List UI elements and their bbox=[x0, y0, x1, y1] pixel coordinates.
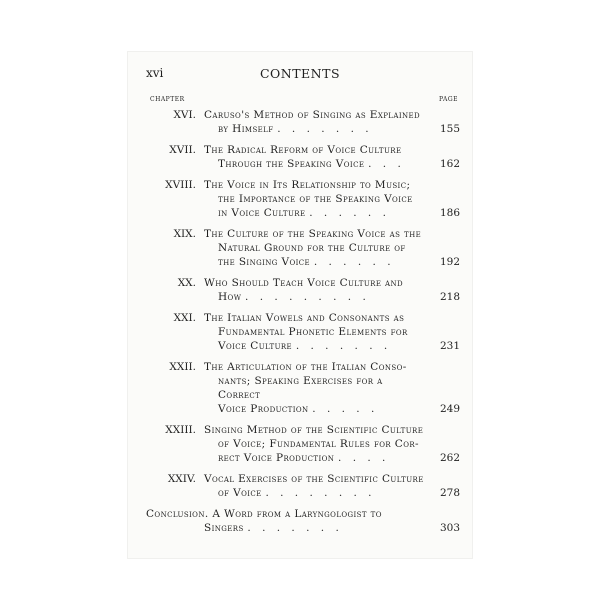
chapter-title-line: the Importance of the Speaking Voice bbox=[218, 193, 413, 205]
page-number: 162 bbox=[439, 158, 460, 170]
page-title: CONTENTS bbox=[259, 66, 341, 81]
toc-entry bbox=[146, 360, 460, 416]
chapter-title bbox=[146, 507, 426, 535]
chapter-title bbox=[204, 423, 426, 465]
chapter-title bbox=[204, 360, 426, 416]
page-number: 278 bbox=[439, 487, 460, 499]
chapter-title-line: The Italian Vowels and Consonants as bbox=[204, 312, 405, 324]
page-folio: xvi bbox=[146, 66, 164, 80]
chapter-number: XXIV. bbox=[167, 473, 196, 485]
chapter-number: XIX. bbox=[173, 228, 196, 240]
dot-leaders: . . . . bbox=[338, 452, 390, 464]
chapter-title-line: Singing Method of the Scientific Culture bbox=[204, 424, 424, 436]
chapter-number: XVII. bbox=[169, 144, 196, 156]
chapter-title bbox=[204, 108, 426, 136]
page-number: 231 bbox=[439, 340, 460, 352]
dot-leaders: . . . . . . . bbox=[277, 123, 373, 135]
chapter-title-line: Conclusion. A Word from a Laryngologist to bbox=[146, 508, 382, 520]
chapter-title-line: Singers . . . . . . . bbox=[204, 522, 343, 534]
toc-entry bbox=[146, 227, 460, 269]
chapter-title-line: Vocal Exercises of the Scientific Culture bbox=[204, 473, 424, 485]
chapter-title-line: How . . . . . . . . . bbox=[218, 291, 370, 303]
dot-leaders: . . . . . . bbox=[309, 207, 390, 219]
toc-entry bbox=[146, 311, 460, 353]
toc-entry bbox=[146, 423, 460, 465]
running-head bbox=[146, 66, 454, 84]
chapter-title-line: Caruso's Method of Singing as Explained bbox=[204, 109, 421, 121]
chapter-title bbox=[204, 472, 426, 500]
chapter-title-line: rect Voice Production . . . . bbox=[218, 452, 390, 464]
chapter-number: XVI. bbox=[173, 109, 196, 121]
chapter-title-line: in Voice Culture . . . . . . bbox=[218, 207, 390, 219]
chapter-title-line: The Voice in Its Relationship to Music; bbox=[204, 179, 411, 191]
page-number: 186 bbox=[439, 207, 460, 219]
page-number: 155 bbox=[439, 123, 460, 135]
chapter-title-line: Fundamental Phonetic Elements for bbox=[218, 326, 408, 338]
chapter-title-line: by Himself . . . . . . . bbox=[218, 123, 373, 135]
chapter-number: XXII. bbox=[169, 361, 196, 373]
chapter-number: XXIII. bbox=[165, 424, 196, 436]
chapter-title-line: The Articulation of the Italian Conso- bbox=[204, 361, 407, 373]
page-number: 218 bbox=[439, 291, 460, 303]
chapter-title-line: Through the Speaking Voice . . . bbox=[218, 158, 405, 170]
chapter-number: XX. bbox=[177, 277, 196, 289]
toc-entry bbox=[146, 108, 460, 136]
toc-entry bbox=[146, 276, 460, 304]
chapter-title-line: The Radical Reform of Voice Culture bbox=[204, 144, 402, 156]
chapter-number: XXI. bbox=[173, 312, 196, 324]
toc-conclusion-entry bbox=[146, 507, 460, 535]
chapter-number: XVIII. bbox=[165, 179, 196, 191]
chapter-title bbox=[204, 276, 426, 304]
chapter-title-line: Natural Ground for the Culture of bbox=[218, 242, 406, 254]
dot-leaders: . . . . . . bbox=[313, 256, 395, 268]
chapter-title-line: The Culture of the Speaking Voice as the bbox=[204, 228, 422, 240]
toc-entry bbox=[146, 143, 460, 171]
page-number: 192 bbox=[439, 256, 460, 268]
dot-leaders: . . . . . . . . bbox=[265, 487, 376, 499]
dot-leaders: . . . . . . . . . bbox=[245, 291, 370, 303]
dot-leaders: . . . bbox=[368, 158, 405, 170]
chapter-title-line: Who Should Teach Voice Culture and bbox=[204, 277, 404, 289]
dot-leaders: . . . . . bbox=[312, 403, 379, 415]
chapter-title bbox=[204, 311, 426, 353]
chapter-column-label: CHAPTER bbox=[150, 96, 185, 103]
dot-leaders: . . . . . . . bbox=[247, 522, 343, 534]
chapter-title-line: Voice Culture . . . . . . . bbox=[218, 340, 392, 352]
table-of-contents bbox=[146, 108, 460, 542]
toc-entry bbox=[146, 178, 460, 220]
chapter-title-line: the Singing Voice . . . . . . bbox=[218, 256, 395, 268]
page-column-label: PAGE bbox=[439, 96, 458, 103]
chapter-title-line: of Voice . . . . . . . . bbox=[218, 487, 376, 499]
chapter-title bbox=[204, 227, 426, 269]
page-number: 249 bbox=[439, 403, 460, 415]
chapter-title bbox=[204, 178, 426, 220]
page-number: 303 bbox=[439, 522, 460, 534]
chapter-title-line: of Voice; Fundamental Rules for Cor- bbox=[218, 438, 419, 450]
book-page bbox=[128, 52, 472, 558]
chapter-title-line: Voice Production . . . . . bbox=[218, 403, 379, 415]
chapter-title-line: nants; Speaking Exercises for a Correct bbox=[218, 375, 383, 401]
chapter-title bbox=[204, 143, 426, 171]
page-number: 262 bbox=[439, 452, 460, 464]
dot-leaders: . . . . . . . bbox=[295, 340, 392, 352]
toc-entry bbox=[146, 472, 460, 500]
